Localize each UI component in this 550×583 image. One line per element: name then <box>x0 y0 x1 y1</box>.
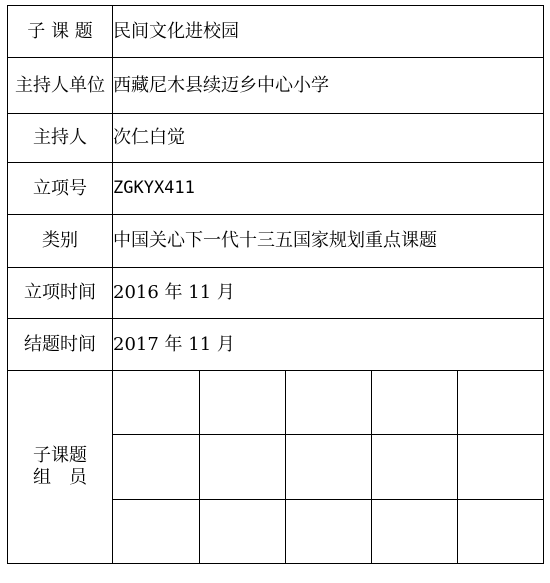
member-entry-cell <box>457 371 543 435</box>
member-entry-cell <box>285 499 371 563</box>
members-label-line1: 子课题 <box>33 445 87 467</box>
member-entry-cell <box>113 499 199 563</box>
host-unit-label: 主持人单位 <box>8 58 113 114</box>
member-entry-cell <box>199 371 285 435</box>
member-entry-cell <box>285 371 371 435</box>
category-value: 中国关心下一代十三五国家规划重点课题 <box>113 215 544 268</box>
members-label <box>8 371 113 564</box>
member-entry-cell <box>199 435 285 499</box>
row-category <box>8 215 544 268</box>
row-project-number <box>8 163 544 215</box>
member-entry-cell <box>457 499 543 563</box>
project-info-form <box>7 5 544 564</box>
start-date-value: 2016 年 11 月 <box>113 268 544 319</box>
category-label: 类别 <box>8 215 113 268</box>
row-host <box>8 114 544 163</box>
members-grid-cell <box>113 371 544 564</box>
end-date-label: 结题时间 <box>8 319 113 371</box>
members-grid-row <box>113 499 543 563</box>
member-entry-cell <box>199 499 285 563</box>
start-date-label: 立项时间 <box>8 268 113 319</box>
row-members <box>8 371 544 564</box>
member-entry-cell <box>285 435 371 499</box>
member-entry-cell <box>457 435 543 499</box>
members-grid-row <box>113 371 543 435</box>
row-end-date <box>8 319 544 371</box>
host-label: 主持人 <box>8 114 113 163</box>
row-start-date <box>8 268 544 319</box>
member-entry-cell <box>371 435 457 499</box>
end-date-value: 2017 年 11 月 <box>113 319 544 371</box>
project-number-label: 立项号 <box>8 163 113 215</box>
member-entry-cell <box>371 499 457 563</box>
subproject-value: 民间文化进校园 <box>113 6 544 58</box>
member-entry-cell <box>113 435 199 499</box>
host-unit-value: 西藏尼木县续迈乡中心小学 <box>113 58 544 114</box>
subproject-label: 子 课 题 <box>8 6 113 58</box>
project-number-value: ZGKYX411 <box>113 163 544 215</box>
host-value: 次仁白觉 <box>113 114 544 163</box>
member-entry-cell <box>113 371 199 435</box>
row-subproject <box>8 6 544 58</box>
members-label-line2: 组 员 <box>33 467 87 488</box>
members-grid <box>113 371 543 563</box>
members-grid-row <box>113 435 543 499</box>
member-entry-cell <box>371 371 457 435</box>
row-host-unit <box>8 58 544 114</box>
